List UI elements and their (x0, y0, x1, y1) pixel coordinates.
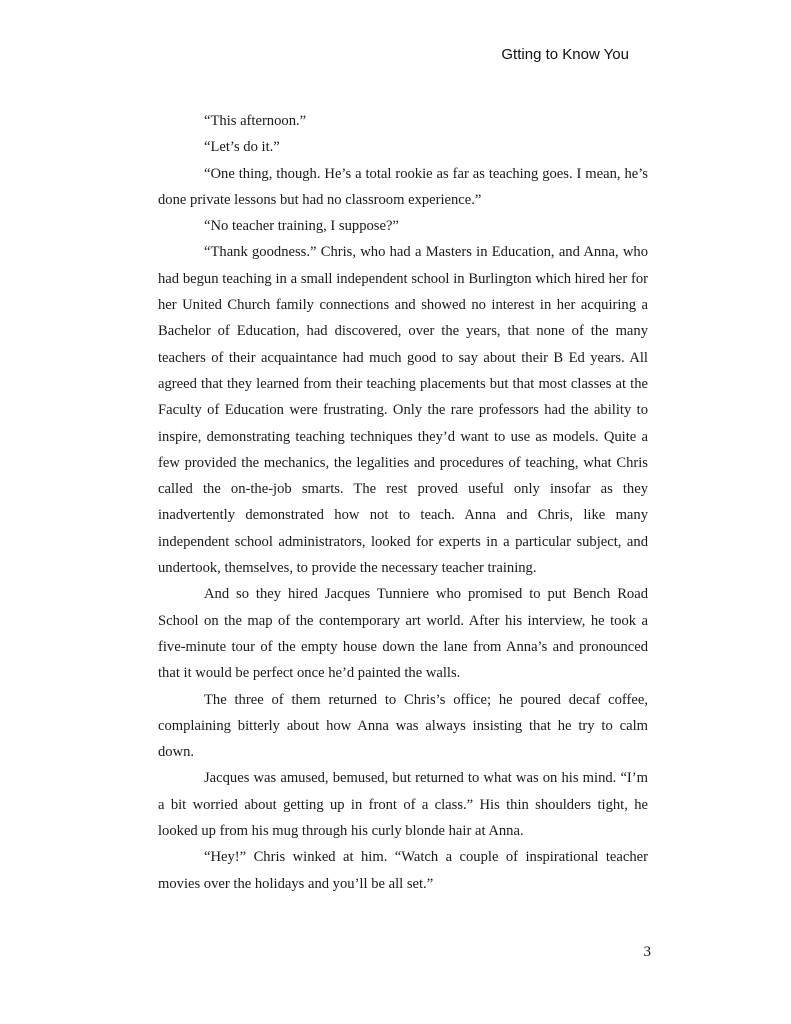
paragraph: “This afternoon.” (204, 113, 307, 129)
page-number: 3 (643, 944, 651, 960)
paragraph: “Let’s do it.” (204, 139, 280, 156)
paragraph: The three of them returned to Chris’s office; he poured decaf coffee, complaining bitterly about how Anna was always insisting that he try to calm down. (158, 691, 648, 761)
paragraph: “Thank goodness.” Chris, who had a Masters in Education, and Anna, who had begun teaching in a small independent school in Burlington which hired her for her United Church family connections and showed no interest in her acquiring a Bachelor of Education, had discovered, over the years, that none of the many teachers of their acquaintance had much good to say about their B Ed years. All agreed that they learned from their teaching placements but that most classes at the Faculty of Education were frustrating. Only the rare professors had the ability to inspire, demonstrating teaching techniques they’d want to use as models. Quite a few provided the mechanics, the legalities and procedures of teaching, what Chris called the on-the-job smarts. The rest proved useful only insofar as they inadvertently demonstrated how not to teach. Anna and Chris, like many independent school administrators, looked for experts in a particular subject, and undertook, themselves, to provide the necessary teacher training. (158, 244, 648, 577)
body-text (158, 108, 648, 897)
paragraph: And so they hired Jacques Tunniere who promised to put Bench Road School on the map of the contemporary art world. After his interview, he took a five-minute tour of the empty house down the lane from Anna’s and pronounced that it would be perfect once he’d painted the walls. (158, 586, 648, 682)
running-header: Gtting to Know You (501, 46, 629, 63)
paragraph: “Hey!” Chris winked at him. “Watch a couple of inspirational teacher movies over the holidays and you’ll be all set.” (158, 849, 648, 892)
paragraph: Jacques was amused, bemused, but returned to what was on his mind. “I’m a bit worried about getting up in front of a class.” His thin shoulders tight, he looked up from his mug through his curly blonde hair at Anna. (158, 770, 648, 840)
paragraph: “No teacher training, I suppose?” (204, 218, 399, 235)
paragraph: “One thing, though. He’s a total rookie as far as teaching goes. I mean, he’s done private lessons but had no classroom experience.” (158, 165, 648, 208)
